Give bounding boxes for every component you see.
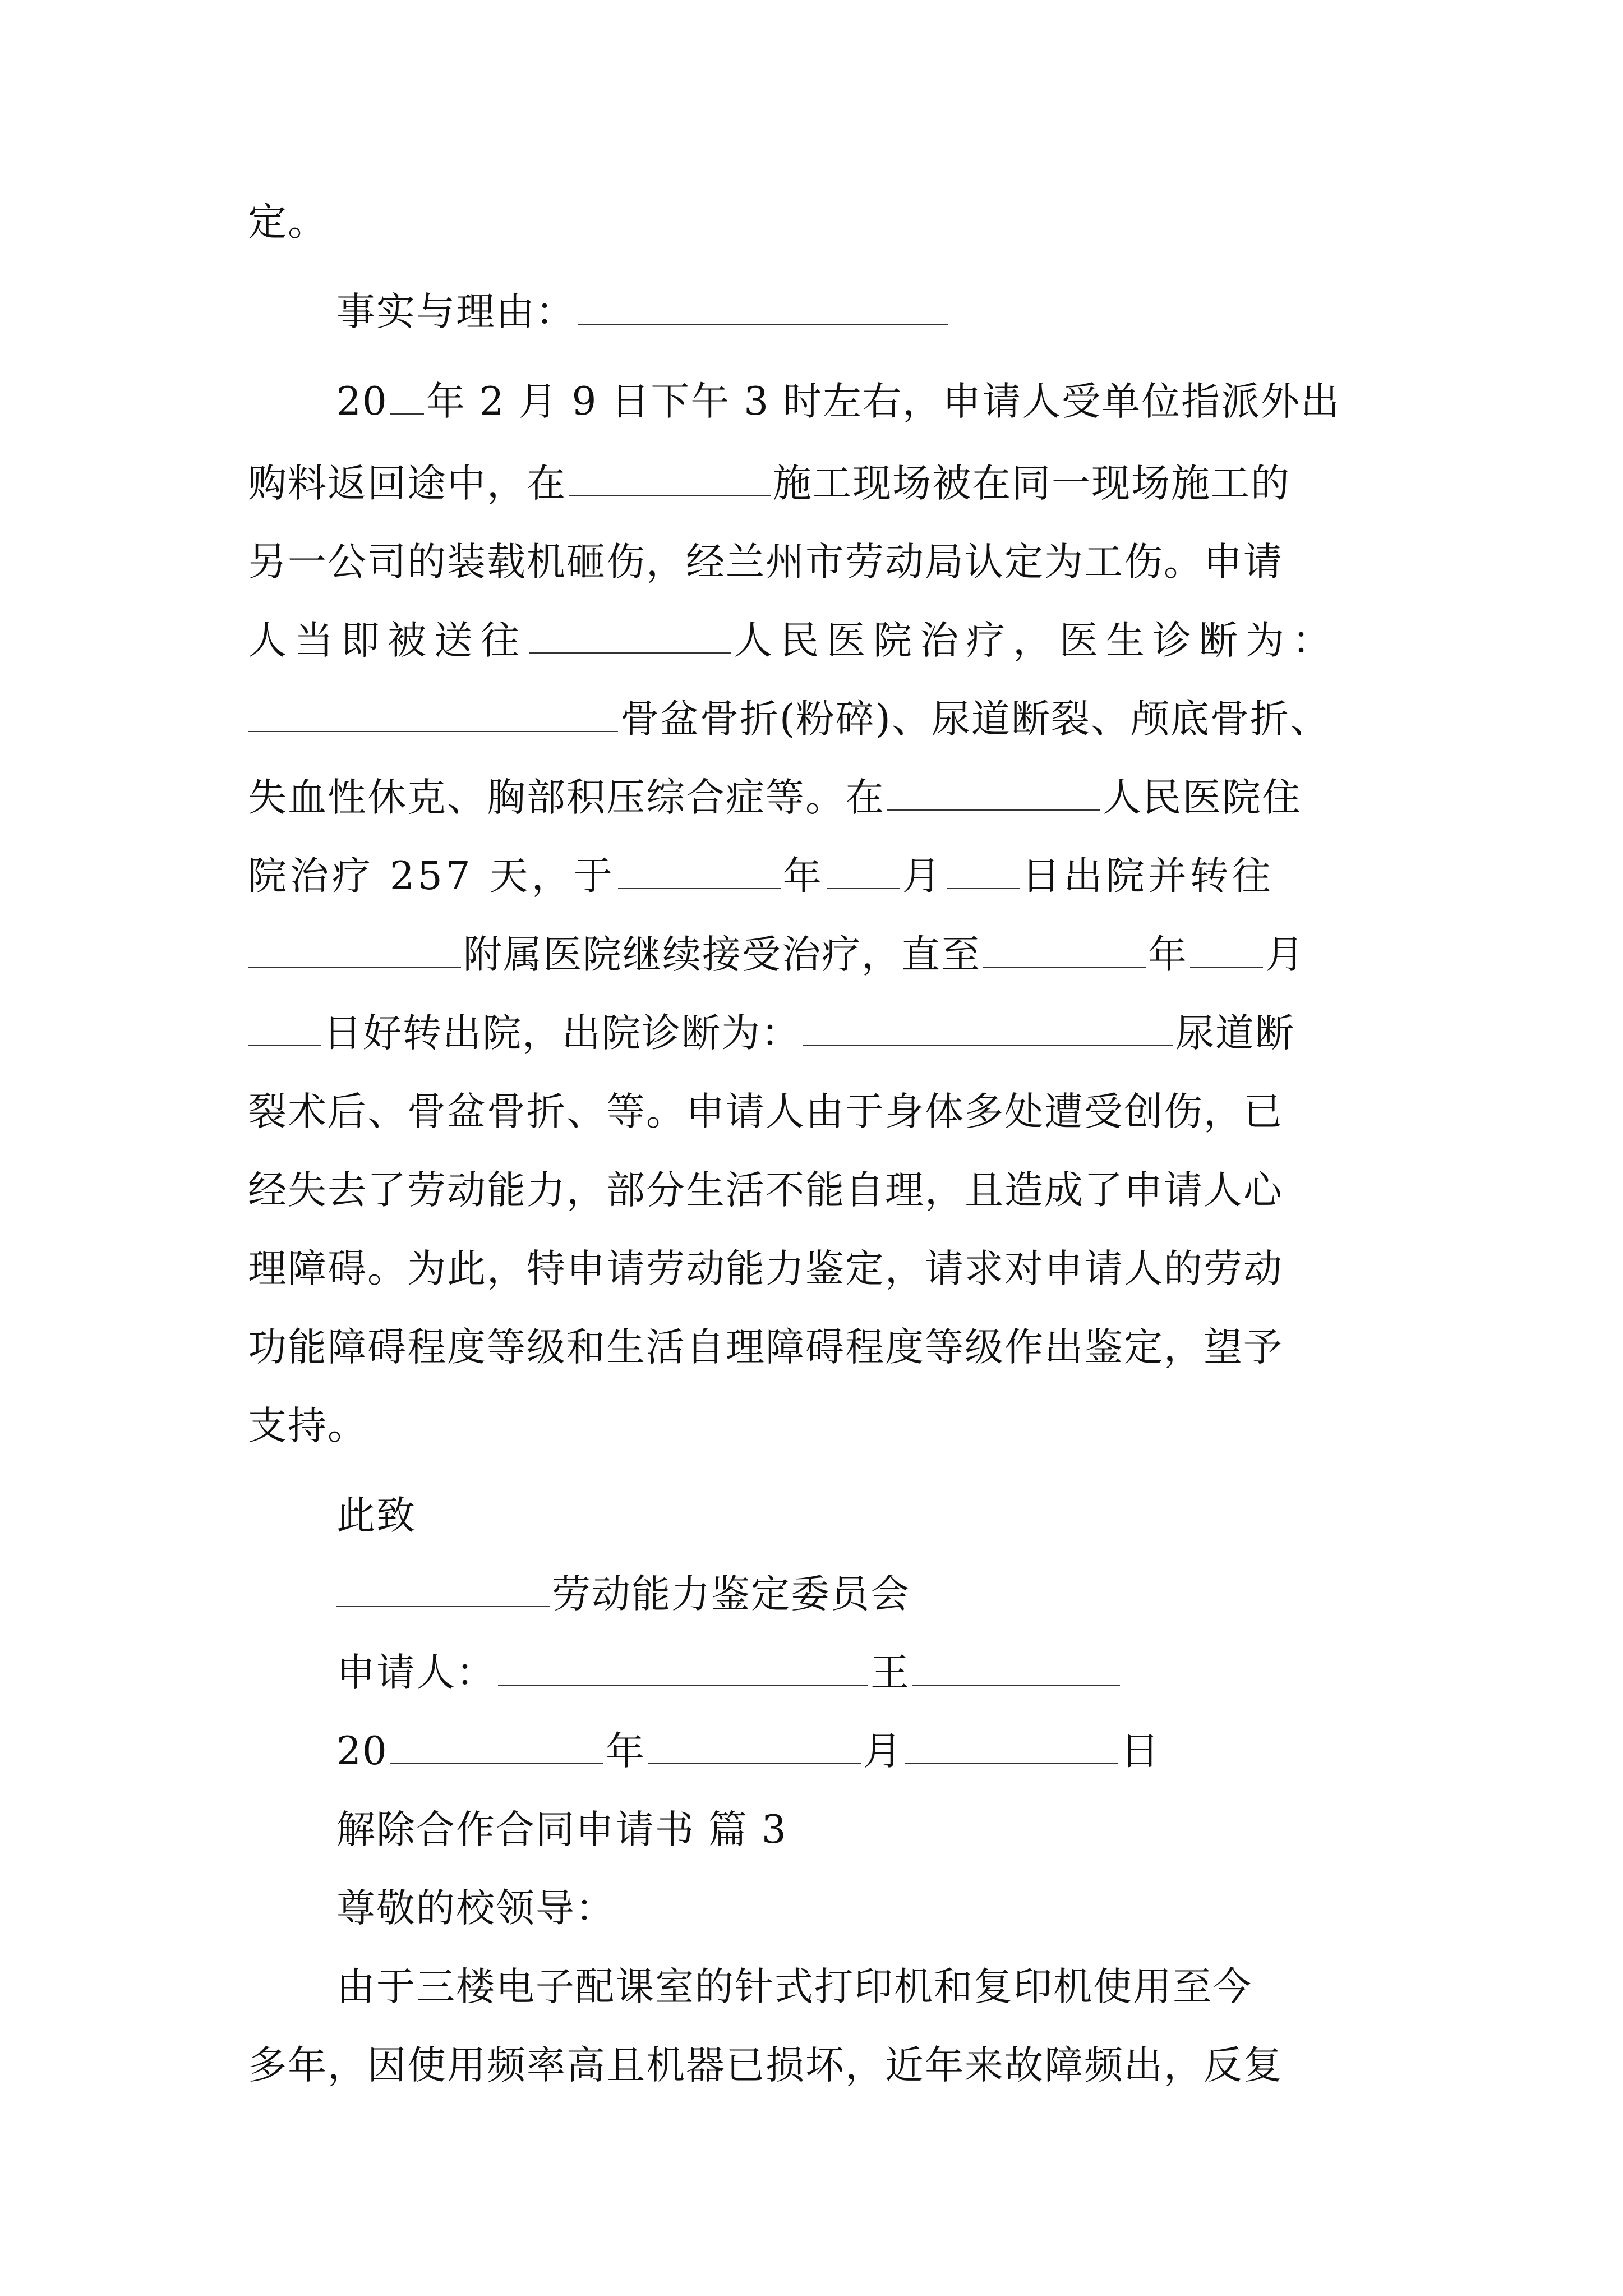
fill-blank bbox=[827, 853, 900, 889]
text-run: 人民医院住 bbox=[1103, 775, 1302, 820]
text-run: 裂术后、骨盆骨折、等。申请人由于身体多处遭受创伤，已 bbox=[248, 1089, 1283, 1134]
heading-label: 事实与理由： bbox=[336, 289, 575, 334]
fill-blank bbox=[578, 289, 948, 325]
fill-blank bbox=[887, 775, 1100, 811]
paragraph-line bbox=[248, 691, 1392, 747]
paragraph-line bbox=[248, 1162, 1392, 1218]
paragraph-line bbox=[248, 1398, 1392, 1454]
paragraph-line bbox=[248, 194, 1392, 250]
fill-blank bbox=[569, 461, 771, 496]
text-run: 骨盆骨折(粉碎)、尿道断裂、颅底骨折、 bbox=[620, 697, 1330, 742]
text-run: 月 bbox=[863, 1729, 903, 1774]
text-run: 王 bbox=[870, 1650, 910, 1695]
paragraph-line bbox=[336, 374, 1392, 430]
text-run: 失血性休克、胸部积压综合症等。在 bbox=[248, 775, 885, 820]
text-run: 日出院并转往 bbox=[1021, 854, 1274, 899]
text-run: 人当即被送往 bbox=[248, 618, 527, 663]
paragraph-line bbox=[248, 1241, 1392, 1297]
closing-salutation bbox=[336, 1488, 1481, 1544]
text-run: 理障碍。为此，特申请劳动能力鉴定，请求对申请人的劳动 bbox=[248, 1246, 1283, 1291]
text-run: 尿道断 bbox=[1175, 1011, 1295, 1056]
text-run: 尊敬的校领导： bbox=[336, 1886, 615, 1931]
section-title bbox=[336, 1802, 1481, 1858]
text-run: 院治疗 257 天，于 bbox=[248, 854, 616, 899]
fill-blank bbox=[912, 1650, 1120, 1686]
text-run: 月 bbox=[902, 854, 944, 899]
fill-blank bbox=[390, 379, 424, 415]
fill-blank bbox=[390, 1728, 603, 1764]
text-run: 月 bbox=[1265, 932, 1305, 977]
fill-blank bbox=[336, 1571, 550, 1607]
section-heading-facts bbox=[336, 284, 1481, 340]
text-run: 另一公司的装载机砸伤，经兰州市劳动局认定为工伤。申请 bbox=[248, 540, 1283, 585]
text-run: 人民医院治疗，医生诊断为： bbox=[734, 618, 1339, 663]
text-run: 20 bbox=[336, 379, 388, 424]
fill-blank bbox=[905, 1728, 1118, 1764]
paragraph-line bbox=[248, 455, 1392, 512]
fill-blank bbox=[248, 696, 618, 732]
applicant-line bbox=[336, 1645, 1481, 1701]
fill-blank bbox=[618, 853, 781, 889]
fill-blank bbox=[248, 932, 461, 968]
paragraph-line bbox=[248, 770, 1392, 826]
fill-blank bbox=[498, 1650, 868, 1686]
text-run: 日好转出院，出院诊断为： bbox=[323, 1011, 801, 1056]
paragraph-line bbox=[248, 927, 1392, 983]
text-run: 年 bbox=[782, 854, 825, 899]
fill-blank bbox=[1190, 932, 1263, 968]
fill-blank bbox=[983, 932, 1146, 968]
text-run: 由于三楼电子配课室的针式打印机和复印机使用至今 bbox=[336, 1964, 1252, 2009]
text-run: 年 2 月 9 日下午 3 时左右，申请人受单位指派外出 bbox=[426, 379, 1341, 424]
text-run: 年 bbox=[605, 1729, 645, 1774]
text-run: 功能障碍程度等级和生活自理障碍程度等级作出鉴定，望予 bbox=[248, 1325, 1283, 1370]
greeting-line bbox=[336, 1880, 1481, 1936]
fill-blank bbox=[947, 853, 1020, 889]
paragraph-line bbox=[248, 1005, 1392, 1061]
text-run: 经失去了劳动能力，部分生活不能自理，且造成了申请人心 bbox=[248, 1168, 1283, 1213]
fill-blank bbox=[248, 1010, 321, 1046]
fill-blank bbox=[803, 1010, 1173, 1046]
text-run: 附属医院继续接受治疗，直至 bbox=[463, 932, 981, 977]
paragraph-line bbox=[248, 534, 1392, 590]
text-run: 施工现场被在同一现场施工的 bbox=[773, 461, 1290, 506]
date-line bbox=[336, 1723, 1481, 1779]
text-run: 购料返回途中，在 bbox=[248, 461, 566, 506]
paragraph-line bbox=[248, 848, 1392, 904]
text-run: 多年，因使用频率高且机器已损坏，近年来故障频出，反复 bbox=[248, 2043, 1283, 2088]
text-run: 解除合作合同申请书 篇 3 bbox=[336, 1807, 787, 1852]
fill-blank bbox=[648, 1728, 861, 1764]
recipient-line bbox=[336, 1566, 1481, 1622]
text-run: 年 bbox=[1148, 932, 1188, 977]
paragraph-line bbox=[248, 1319, 1392, 1375]
paragraph-line bbox=[336, 1959, 1481, 2015]
paragraph-line bbox=[248, 613, 1392, 669]
paragraph-line bbox=[248, 2037, 1392, 2093]
text-run: 支持。 bbox=[248, 1404, 367, 1448]
text-run: 劳动能力鉴定委员会 bbox=[552, 1572, 910, 1617]
text-run: 定。 bbox=[248, 200, 328, 245]
text-run: 此致 bbox=[336, 1493, 416, 1538]
text-run: 日 bbox=[1120, 1729, 1160, 1774]
text-run: 20 bbox=[336, 1729, 388, 1774]
paragraph-line bbox=[248, 1084, 1392, 1140]
text-run: 申请人： bbox=[336, 1650, 496, 1695]
fill-blank bbox=[529, 618, 731, 654]
